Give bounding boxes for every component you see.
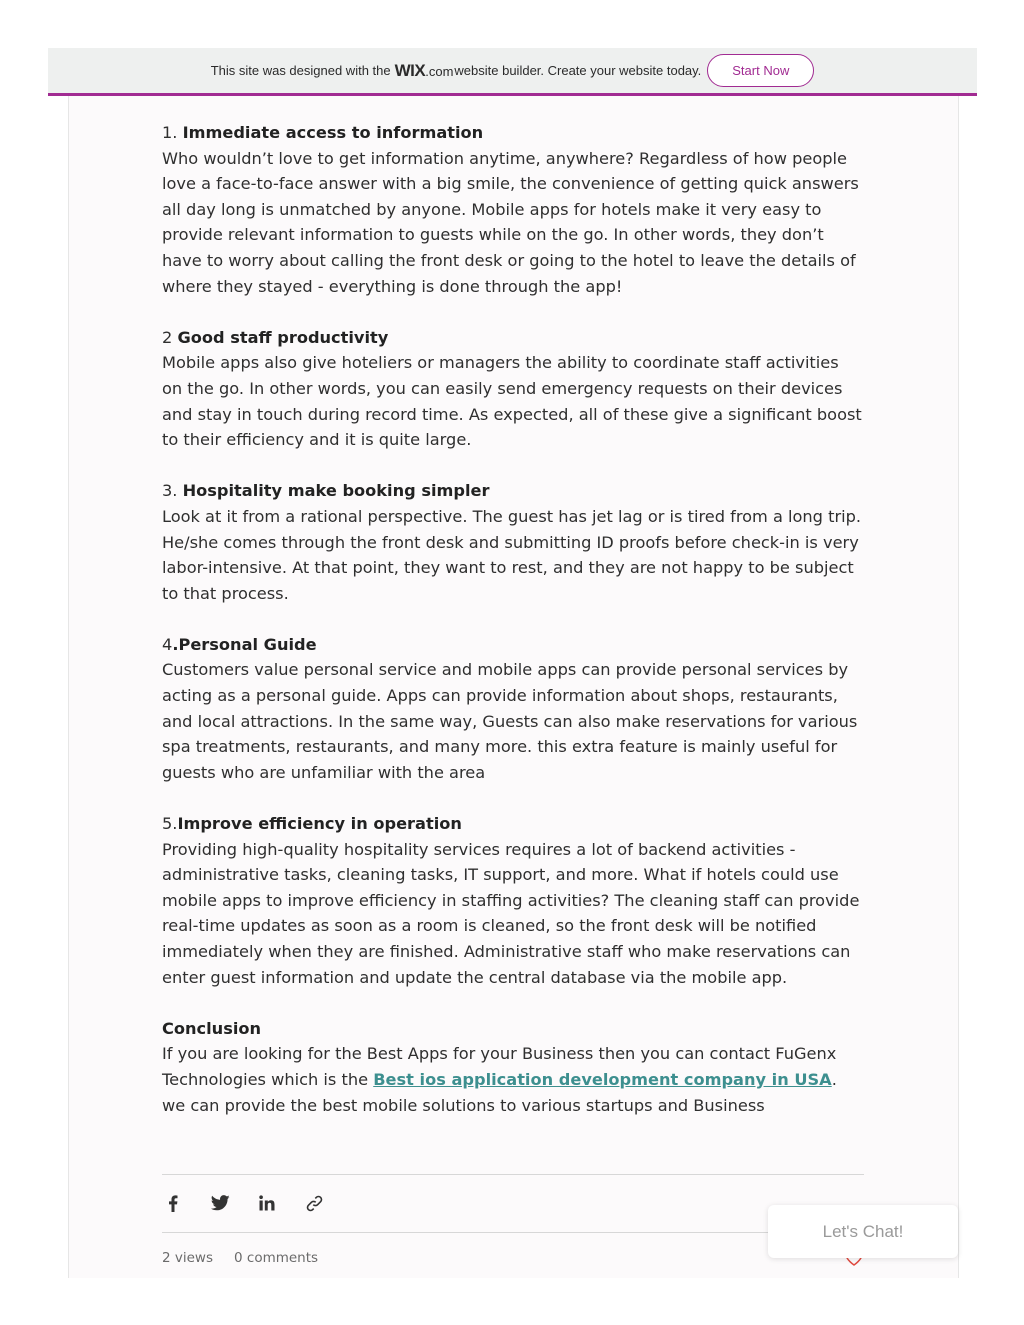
section-4-heading: .Personal Guide [172,634,317,654]
wix-promo-banner [48,48,977,96]
conclusion-body-1: If you are looking for the Best Apps for your Business then you can contact FuGenx Technologies which is the [162,1044,837,1089]
facebook-icon[interactable] [162,1192,184,1214]
section-2-number: 2 [162,327,178,347]
section-1-number: 1. [162,123,183,142]
section-immediate-access [162,120,862,299]
section-4-body: Customers value personal service and mobile apps can provide personal services by acting as a personal guide. Apps can provide information about shops, restaurants, and local attractions. In the same way, Guests can also make reservations for various spa treatments, restaurants, and many more. this extra feature is mainly useful for guests who are unfamiliar with the area [162,660,858,782]
share-bar [162,1192,350,1214]
share-divider-bottom [162,1232,864,1233]
share-divider-top [162,1174,864,1175]
section-booking-simpler [162,478,862,606]
company-link[interactable]: Best ios application development company in USA [373,1069,832,1089]
banner-text-before: This site was designed with the [210,63,391,78]
conclusion-body-2: . we can provide the best mobile solutions to various startups and Business [162,1069,837,1115]
section-3-number: 3. [162,481,183,501]
section-1-body: Who wouldn’t love to get information anytime, anywhere? Regardless of how people love a face-to-face answer with a big smile, the convenience of getting quick answers all day long is unmatched by anyone. Mobile apps for hotels make it very easy to provide relevant information to guests while on the go. In other words, they don’t have to worry about calling the front desk or going to the hotel to leave the details of where they stayed - everything is done through the app! [162,148,859,296]
section-5-number: 5. [162,814,178,834]
wix-logo-suffix: .com [425,63,454,79]
section-5-body: Providing high-quality hospitality services requires a lot of backend activities - administrative tasks, cleaning tasks, IT support, and more. What if hotels could use mobile apps to improve efficiency in staffing activities? The cleaning staff can provide real-time updates as soon as a room is cleaned, so the front desk will be notified immediately when they are finished. Administrative staff who make reservations can enter guest information and update the central database via the mobile app. [162,839,860,987]
section-3-heading: Hospitality make booking simpler [182,481,490,501]
lets-chat-widget[interactable]: Let's Chat! [768,1205,958,1258]
conclusion-heading: Conclusion [162,1018,262,1038]
comments-count[interactable]: 0 comments [234,1250,319,1266]
section-4-number: 4 [162,634,173,654]
section-5-heading: Improve efficiency in operation [177,814,462,834]
section-efficiency-operation [162,811,862,990]
section-conclusion [162,1016,862,1118]
post-stats [162,1250,339,1266]
section-personal-guide [162,632,862,786]
banner-text-after: website builder. Create your website today. [454,63,702,78]
section-2-heading: Good staff productivity [177,327,389,347]
link-icon[interactable] [303,1192,325,1214]
wix-logo-text: WIX [394,60,426,80]
twitter-icon[interactable] [209,1192,231,1214]
section-3-body: Look at it from a rational perspective. The guest has jet lag or is tired from a long trip. He/she comes through the front desk and submitting ID proofs before check-in is very labor-intensive. At that point, they want to rest, and they are not happy to be subject to that process. [162,506,862,603]
start-now-button[interactable]: Start Now [707,54,814,87]
linkedin-icon[interactable] [256,1192,278,1214]
section-2-body: Mobile apps also give hoteliers or managers the ability to coordinate staff activities on the go. In other words, you can easily send emergency requests on their devices and stay in touch during record time. As expected, all of these give a significant boost to their efficiency and it is quite large. [162,353,862,450]
wix-logo [395,61,454,81]
article-body [162,120,862,1144]
section-staff-productivity [162,325,862,453]
section-1-heading: Immediate access to information [182,123,484,142]
views-count: 2 views [162,1250,214,1266]
